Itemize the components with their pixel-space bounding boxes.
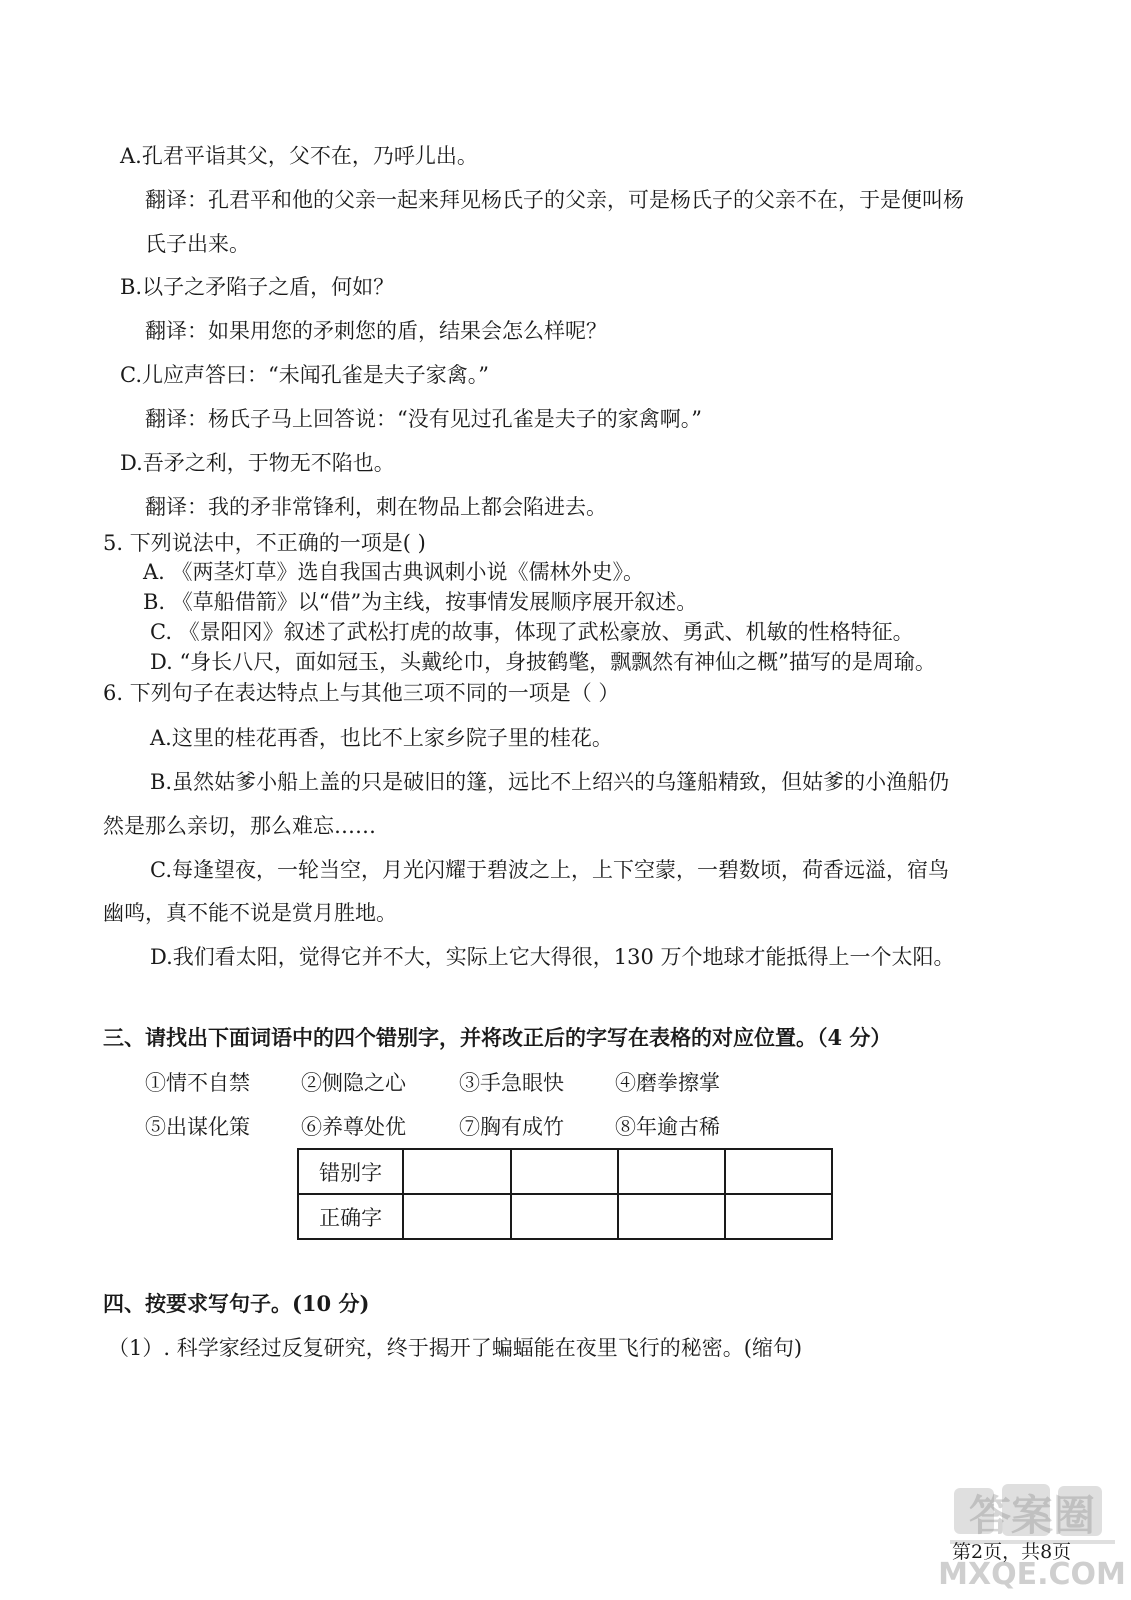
q5-option-b: B. 《草船借箭》以“借”为主线，按事情发展顺序展开叙述。 <box>143 590 698 614</box>
word-6: ⑥养尊处优 <box>301 1115 406 1139</box>
watermark-logo-text: 答案圈 <box>968 1491 1096 1540</box>
q4-option-d-translation: 翻译：我的矛非常锋利，刺在物品上都会陷进去。 <box>145 495 607 519</box>
q4-option-a-translation-line1: 翻译：孔君平和他的父亲一起来拜见杨氏子的父亲，可是杨氏子的父亲不在，于是便叫杨 <box>145 188 964 212</box>
section4-q1: （1）. 科学家经过反复研究，终于揭开了蝙蝠能在夜里飞行的秘密。(缩句) <box>108 1336 803 1360</box>
q4-option-a-translation-line2: 氏子出来。 <box>145 232 250 256</box>
word-8: ⑧年逾古稀 <box>615 1115 720 1139</box>
correct-char-cell[interactable] <box>511 1194 618 1239</box>
correct-char-row <box>298 1194 832 1239</box>
q4-option-c-translation: 翻译：杨氏子马上回答说：“没有见过孔雀是夫子的家禽啊。” <box>145 407 702 431</box>
q4-option-b-sentence: B.以子之矛陷子之盾，何如？ <box>120 275 395 299</box>
wrong-char-cell[interactable] <box>511 1149 618 1194</box>
word-2: ②侧隐之心 <box>301 1071 406 1095</box>
q6-option-d: D.我们看太阳，觉得它并不大，实际上它大得很，130 万个地球才能抵得上一个太阳。 <box>150 945 955 969</box>
page-number: 第2页，共8页 <box>952 1541 1072 1563</box>
word-3: ③手急眼快 <box>459 1071 564 1095</box>
watermark-url: MXQE.COM <box>938 1557 1126 1592</box>
q6-option-c-line2: 幽鸣，真不能不说是赏月胜地。 <box>103 901 397 925</box>
q4-option-c-sentence: C.儿应声答曰：“未闻孔雀是夫子家禽。” <box>120 363 489 387</box>
word-4: ④磨拳擦掌 <box>615 1071 720 1095</box>
correct-char-cell[interactable] <box>725 1194 832 1239</box>
correct-char-cell[interactable] <box>403 1194 510 1239</box>
wrong-char-cell[interactable] <box>618 1149 725 1194</box>
wrong-char-row <box>298 1149 832 1194</box>
correction-table <box>297 1148 833 1240</box>
q6-stem: 6. 下列句子在表达特点上与其他三项不同的一项是（ ） <box>103 681 620 705</box>
q6-option-a: A.这里的桂花再香，也比不上家乡院子里的桂花。 <box>150 726 613 750</box>
q4-option-d-sentence: D.吾矛之利，于物无不陷也。 <box>120 451 395 475</box>
word-7: ⑦胸有成竹 <box>459 1115 564 1139</box>
word-5: ⑤出谋化策 <box>145 1115 250 1139</box>
q5-option-a: A. 《两茎灯草》选自我国古典讽刺小说《儒林外史》。 <box>143 560 645 584</box>
q5-stem: 5. 下列说法中，不正确的一项是( ) <box>103 531 426 555</box>
q5-option-c: C. 《景阳冈》叙述了武松打虎的故事，体现了武松豪放、勇武、机敏的性格特征。 <box>150 620 914 644</box>
correct-char-cell[interactable] <box>618 1194 725 1239</box>
word-1: ①情不自禁 <box>145 1071 250 1095</box>
q4-option-b-translation: 翻译：如果用您的矛刺您的盾，结果会怎么样呢？ <box>145 319 607 343</box>
watermark-logo <box>938 1478 1126 1596</box>
q6-option-c-line1: C.每逢望夜，一轮当空，月光闪耀于碧波之上，上下空蒙，一碧数顷，荷香远溢，宿鸟 <box>150 858 949 882</box>
q6-option-b-line2: 然是那么亲切，那么难忘…… <box>103 814 376 838</box>
section3-title: 三、请找出下面词语中的四个错别字，并将改正后的字写在表格的对应位置。（4 分） <box>103 1025 892 1050</box>
q5-option-d: D. “身长八尺，面如冠玉，头戴纶巾，身披鹤氅，飘飘然有神仙之概”描写的是周瑜。 <box>150 650 936 674</box>
wrong-char-cell[interactable] <box>725 1149 832 1194</box>
wrong-char-cell[interactable] <box>403 1149 510 1194</box>
q6-option-b-line1: B.虽然姑爹小船上盖的只是破旧的篷，远比不上绍兴的乌篷船精致，但姑爹的小渔船仍 <box>150 770 950 794</box>
section4-title: 四、按要求写句子。(10 分) <box>103 1291 370 1316</box>
wrong-char-header: 错别字 <box>298 1149 403 1194</box>
q4-option-a-sentence: A.孔君平诣其父，父不在，乃呼儿出。 <box>120 144 478 168</box>
correct-char-header: 正确字 <box>298 1194 403 1239</box>
